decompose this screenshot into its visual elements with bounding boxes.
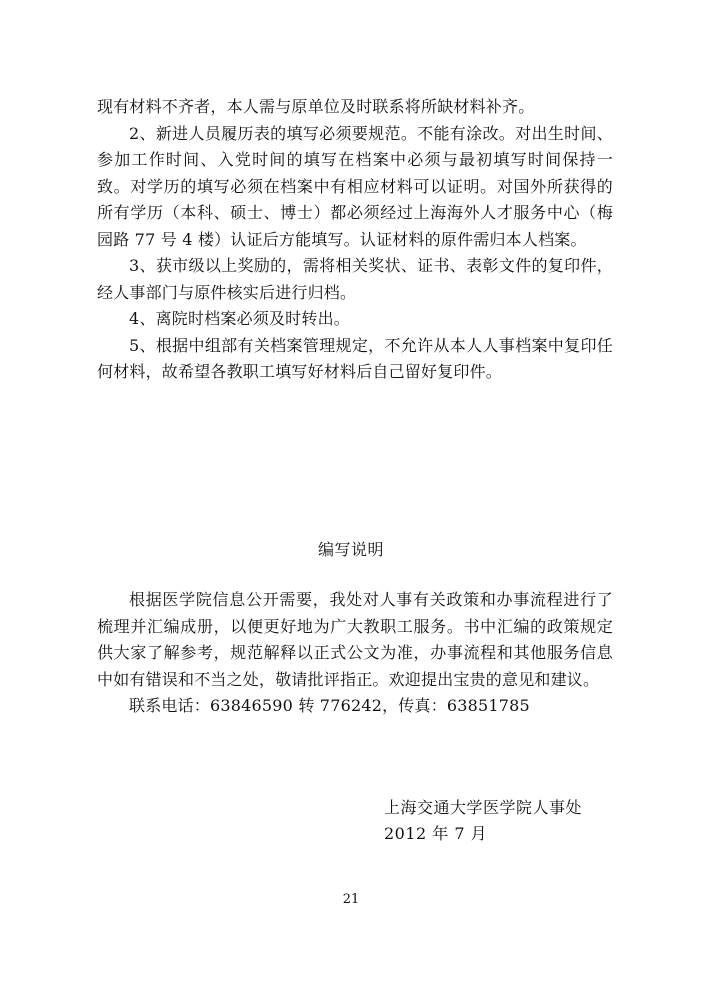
bottom-text-block <box>97 587 613 720</box>
top-text-block <box>97 94 613 386</box>
page-number: 21 <box>342 892 360 907</box>
paragraph-contact-info: 联系电话：63846590 转 776242，传真：63851785 <box>129 696 530 715</box>
signature-date: 2012 年 7 月 <box>384 824 488 843</box>
paragraph-editorial-note: 根据医学院信息公开需要，我处对人事有关政策和办事流程进行了梳理并汇编成册，以便更好地为广大教职工服务。书中汇编的政策规定供大家了解参考，规范解释以正式公文为准，办事流程和其他服务信息中如有错误和不当之处，敬请批评指正。欢迎提出宝贵的意见和建议。 <box>97 590 613 689</box>
section-title: 编写说明 <box>317 540 384 559</box>
paragraph-continuation: 现有材料不齐者，本人需与原单位及时联系将所缺材料补齐。 <box>97 97 535 116</box>
paragraph-item-5: 5、根据中组部有关档案管理规定，不允许从本人人事档案中复印任何材料，故希望各教职工填写好材料后自己留好复印件。 <box>97 335 613 381</box>
signature-organization: 上海交通大学医学院人事处 <box>384 798 583 817</box>
paragraph-item-2: 2、新进人员履历表的填写必须要规范。不能有涂改。对出生时间、参加工作时间、入党时间的填写在档案中必须与最初填写时间保持一致。对学历的填写必须在档案中有相应材料可以证明。对国外所获得的所有学历（本科、硕士、博士）都必须经过上海海外人才服务中心（梅园路 77 号 4 楼）认证后方能填写。认证材料的原件需归本人档案。 <box>97 123 613 249</box>
paragraph-item-3: 3、获市级以上奖励的，需将相关奖状、证书、表彰文件的复印件，经人事部门与原件核实后进行归档。 <box>97 256 613 302</box>
paragraph-item-4: 4、离院时档案必须及时转出。 <box>129 309 350 328</box>
